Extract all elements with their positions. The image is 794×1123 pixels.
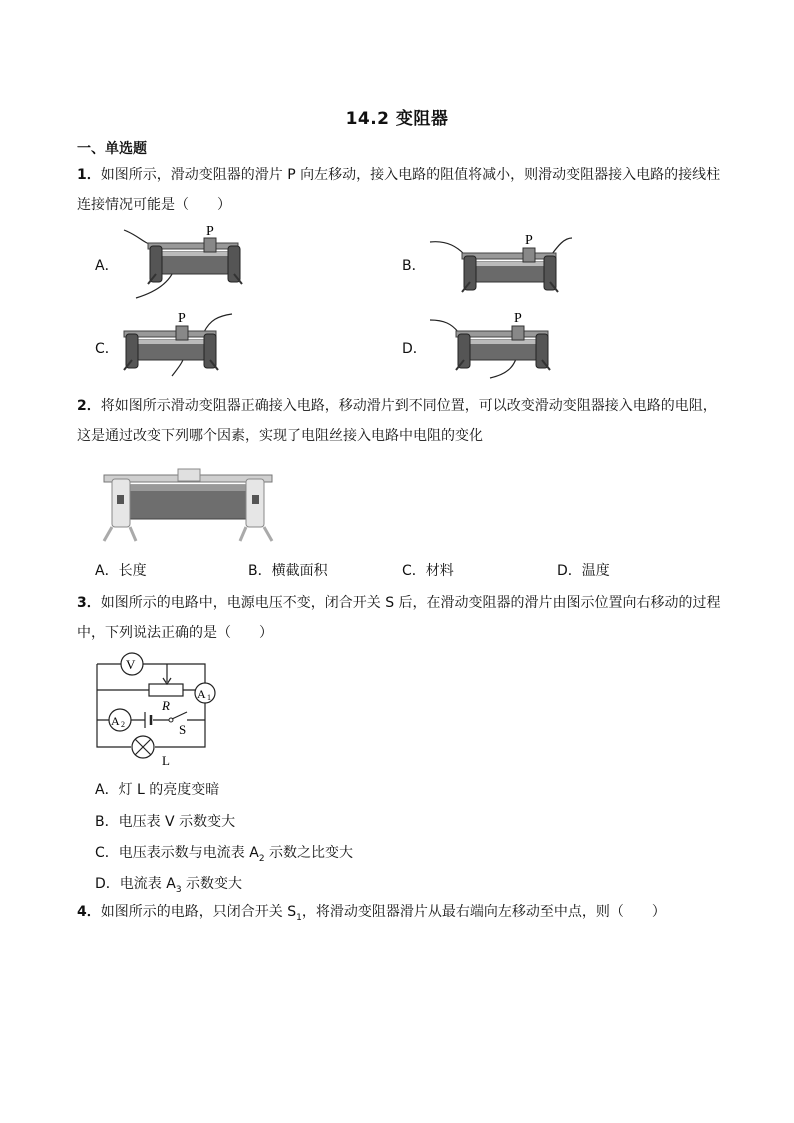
question-2 <box>77 391 722 451</box>
rheostat-figure-d <box>428 310 558 380</box>
q3-option-c: C．电压表示数与电流表 $A_2$ 示数之比变大 <box>95 845 353 864</box>
rheostat-figure-c <box>120 310 250 380</box>
q2-option-a: A．长度 <box>95 563 147 579</box>
voltmeter-label: V <box>126 657 136 672</box>
option-a-label: A． <box>95 258 119 274</box>
q3-option-a: A．灯 L 的亮度变暗 <box>95 782 220 798</box>
slider-label: P <box>514 311 522 326</box>
ammeter-a2-label: A <box>111 714 120 728</box>
slider-label: P <box>525 233 533 248</box>
q2-option-d: D．温度 <box>557 563 610 579</box>
ammeter-a2-sub: 2 <box>121 720 125 729</box>
question-number: 2． <box>77 398 101 414</box>
question-text: 将如图所示滑动变阻器正确接入电路，移动滑片到不同位置，可以改变滑动变阻器接入电路的电阻，这是通过改变下列哪个因素，实现了电阻丝接入电路中电阻的变化 <box>77 398 717 444</box>
circuit-diagram <box>95 652 225 767</box>
slider-label: P <box>206 224 214 239</box>
question-3 <box>77 588 722 648</box>
q3-option-d: D．电流表 $A_3$ 示数变大 <box>95 876 242 895</box>
rheostat-figure-b <box>428 232 578 302</box>
rheostat-photo <box>98 465 278 545</box>
switch-label: S <box>179 722 187 737</box>
option-c-label: C． <box>95 341 119 357</box>
question-number: 3． <box>77 595 101 611</box>
section-heading: 一、单选题 <box>77 141 147 157</box>
question-number: 1． <box>77 167 101 183</box>
ammeter-a1-sub: 1 <box>207 693 211 702</box>
resistor-label: R <box>162 698 170 713</box>
question-1 <box>77 160 722 220</box>
q2-option-c: C．材料 <box>402 563 454 579</box>
page-title: 14.2 变阻器 <box>345 109 449 129</box>
slider-label: P <box>178 311 186 326</box>
question-text: 如图所示，滑动变阻器的滑片 P 向左移动，接入电路的阻值将减小，则滑动变阻器接入电路的接线柱连接情况可能是（ ） <box>77 167 721 213</box>
q2-option-b: B．横截面积 <box>248 563 328 579</box>
q3-option-b: B．电压表 V 示数变大 <box>95 814 236 830</box>
rheostat-figure-a <box>120 222 250 302</box>
question-text: 如图所示的电路中，电源电压不变，闭合开关 S 后，在滑动变阻器的滑片由图示位置向右移动的过程中，下列说法正确的是（ ） <box>77 595 721 641</box>
option-b-label: B． <box>402 258 426 274</box>
question-4: 4．如图所示的电路，只闭合开关 $S_1$，将滑动变阻器滑片从最右端向左移动至中点，则（ ） <box>77 904 666 923</box>
option-d-label: D． <box>402 341 427 357</box>
lamp-label: L <box>162 753 170 768</box>
ammeter-a1-label: A <box>197 687 206 701</box>
question-number: 4． <box>77 904 101 920</box>
